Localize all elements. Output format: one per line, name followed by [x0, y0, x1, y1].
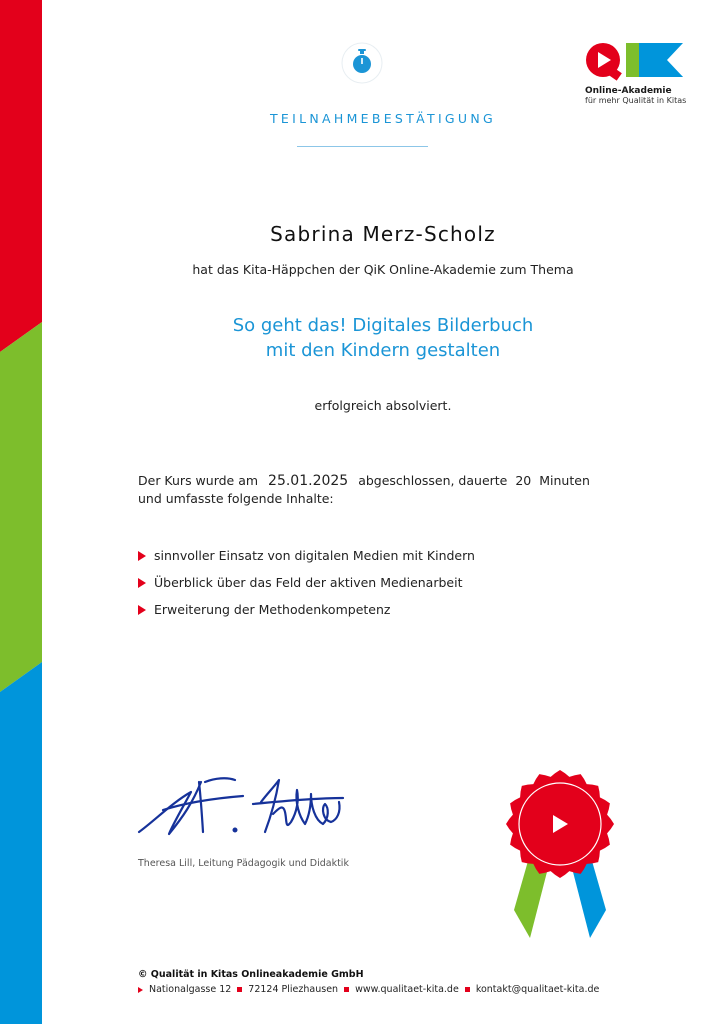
play-rosette-icon: [500, 764, 620, 942]
footer-website[interactable]: www.qualitaet-kita.de: [355, 984, 459, 995]
decorative-color-stripe: [0, 0, 42, 1024]
list-item-text: Erweiterung der Methodenkompetenz: [154, 602, 391, 617]
footer: [138, 969, 599, 995]
participant-name: Sabrina Merz-Scholz: [270, 222, 496, 246]
completed-text: erfolgreich absolviert.: [314, 398, 452, 413]
footer-separator-icon: [344, 987, 349, 992]
course-middle: abgeschlossen, dauerte: [358, 473, 508, 488]
topic-line: mit den Kindern gestalten: [265, 340, 501, 361]
bullet-triangle-icon: [138, 578, 146, 588]
qik-logo-icon: [583, 40, 683, 82]
certificate-heading: TEILNAHMEBESTÄTIGUNG: [269, 111, 496, 126]
footer-bullet-icon: [138, 987, 143, 993]
bullet-triangle-icon: [138, 605, 146, 615]
intro-text: hat das Kita-Häppchen der QiK Online-Akademie zum Thema: [192, 262, 574, 277]
footer-street: Nationalgasse 12: [149, 984, 232, 995]
course-suffix: und umfasste folgende Inhalte:: [138, 491, 334, 506]
course-duration: 20: [515, 473, 532, 488]
list-item: [138, 542, 475, 569]
duration-unit: Minuten: [539, 473, 590, 488]
logo-title: Online-Akademie: [585, 86, 672, 96]
heading-divider: [297, 146, 428, 147]
stopwatch-icon: [341, 42, 383, 84]
footer-separator-icon: [237, 987, 242, 992]
course-details: [138, 472, 608, 507]
completion-date: 25.01.2025: [268, 473, 349, 489]
footer-address: [138, 984, 599, 995]
footer-city: 72124 Pliezhausen: [248, 984, 339, 995]
handwritten-signature: [133, 772, 405, 840]
logo-subtitle: für mehr Qualität in Kitas: [585, 96, 687, 105]
list-item: [138, 596, 475, 623]
contents-list: [138, 542, 475, 623]
qik-logo: [583, 40, 693, 105]
course-prefix: Der Kurs wurde am: [138, 473, 259, 488]
list-item-text: Überblick über das Feld der aktiven Medienarbeit: [154, 575, 463, 590]
list-item: [138, 569, 475, 596]
bullet-triangle-icon: [138, 551, 146, 561]
list-item-text: sinnvoller Einsatz von digitalen Medien mit Kindern: [154, 548, 475, 563]
course-topic: [42, 313, 724, 363]
topic-line: So geht das! Digitales Bilderbuch: [232, 315, 534, 336]
signature-caption: Theresa Lill, Leitung Pädagogik und Didaktik: [138, 858, 349, 869]
footer-separator-icon: [465, 987, 470, 992]
footer-email[interactable]: kontakt@qualitaet-kita.de: [475, 984, 600, 995]
footer-copyright: © Qualität in Kitas Onlineakademie GmbH: [138, 969, 364, 980]
